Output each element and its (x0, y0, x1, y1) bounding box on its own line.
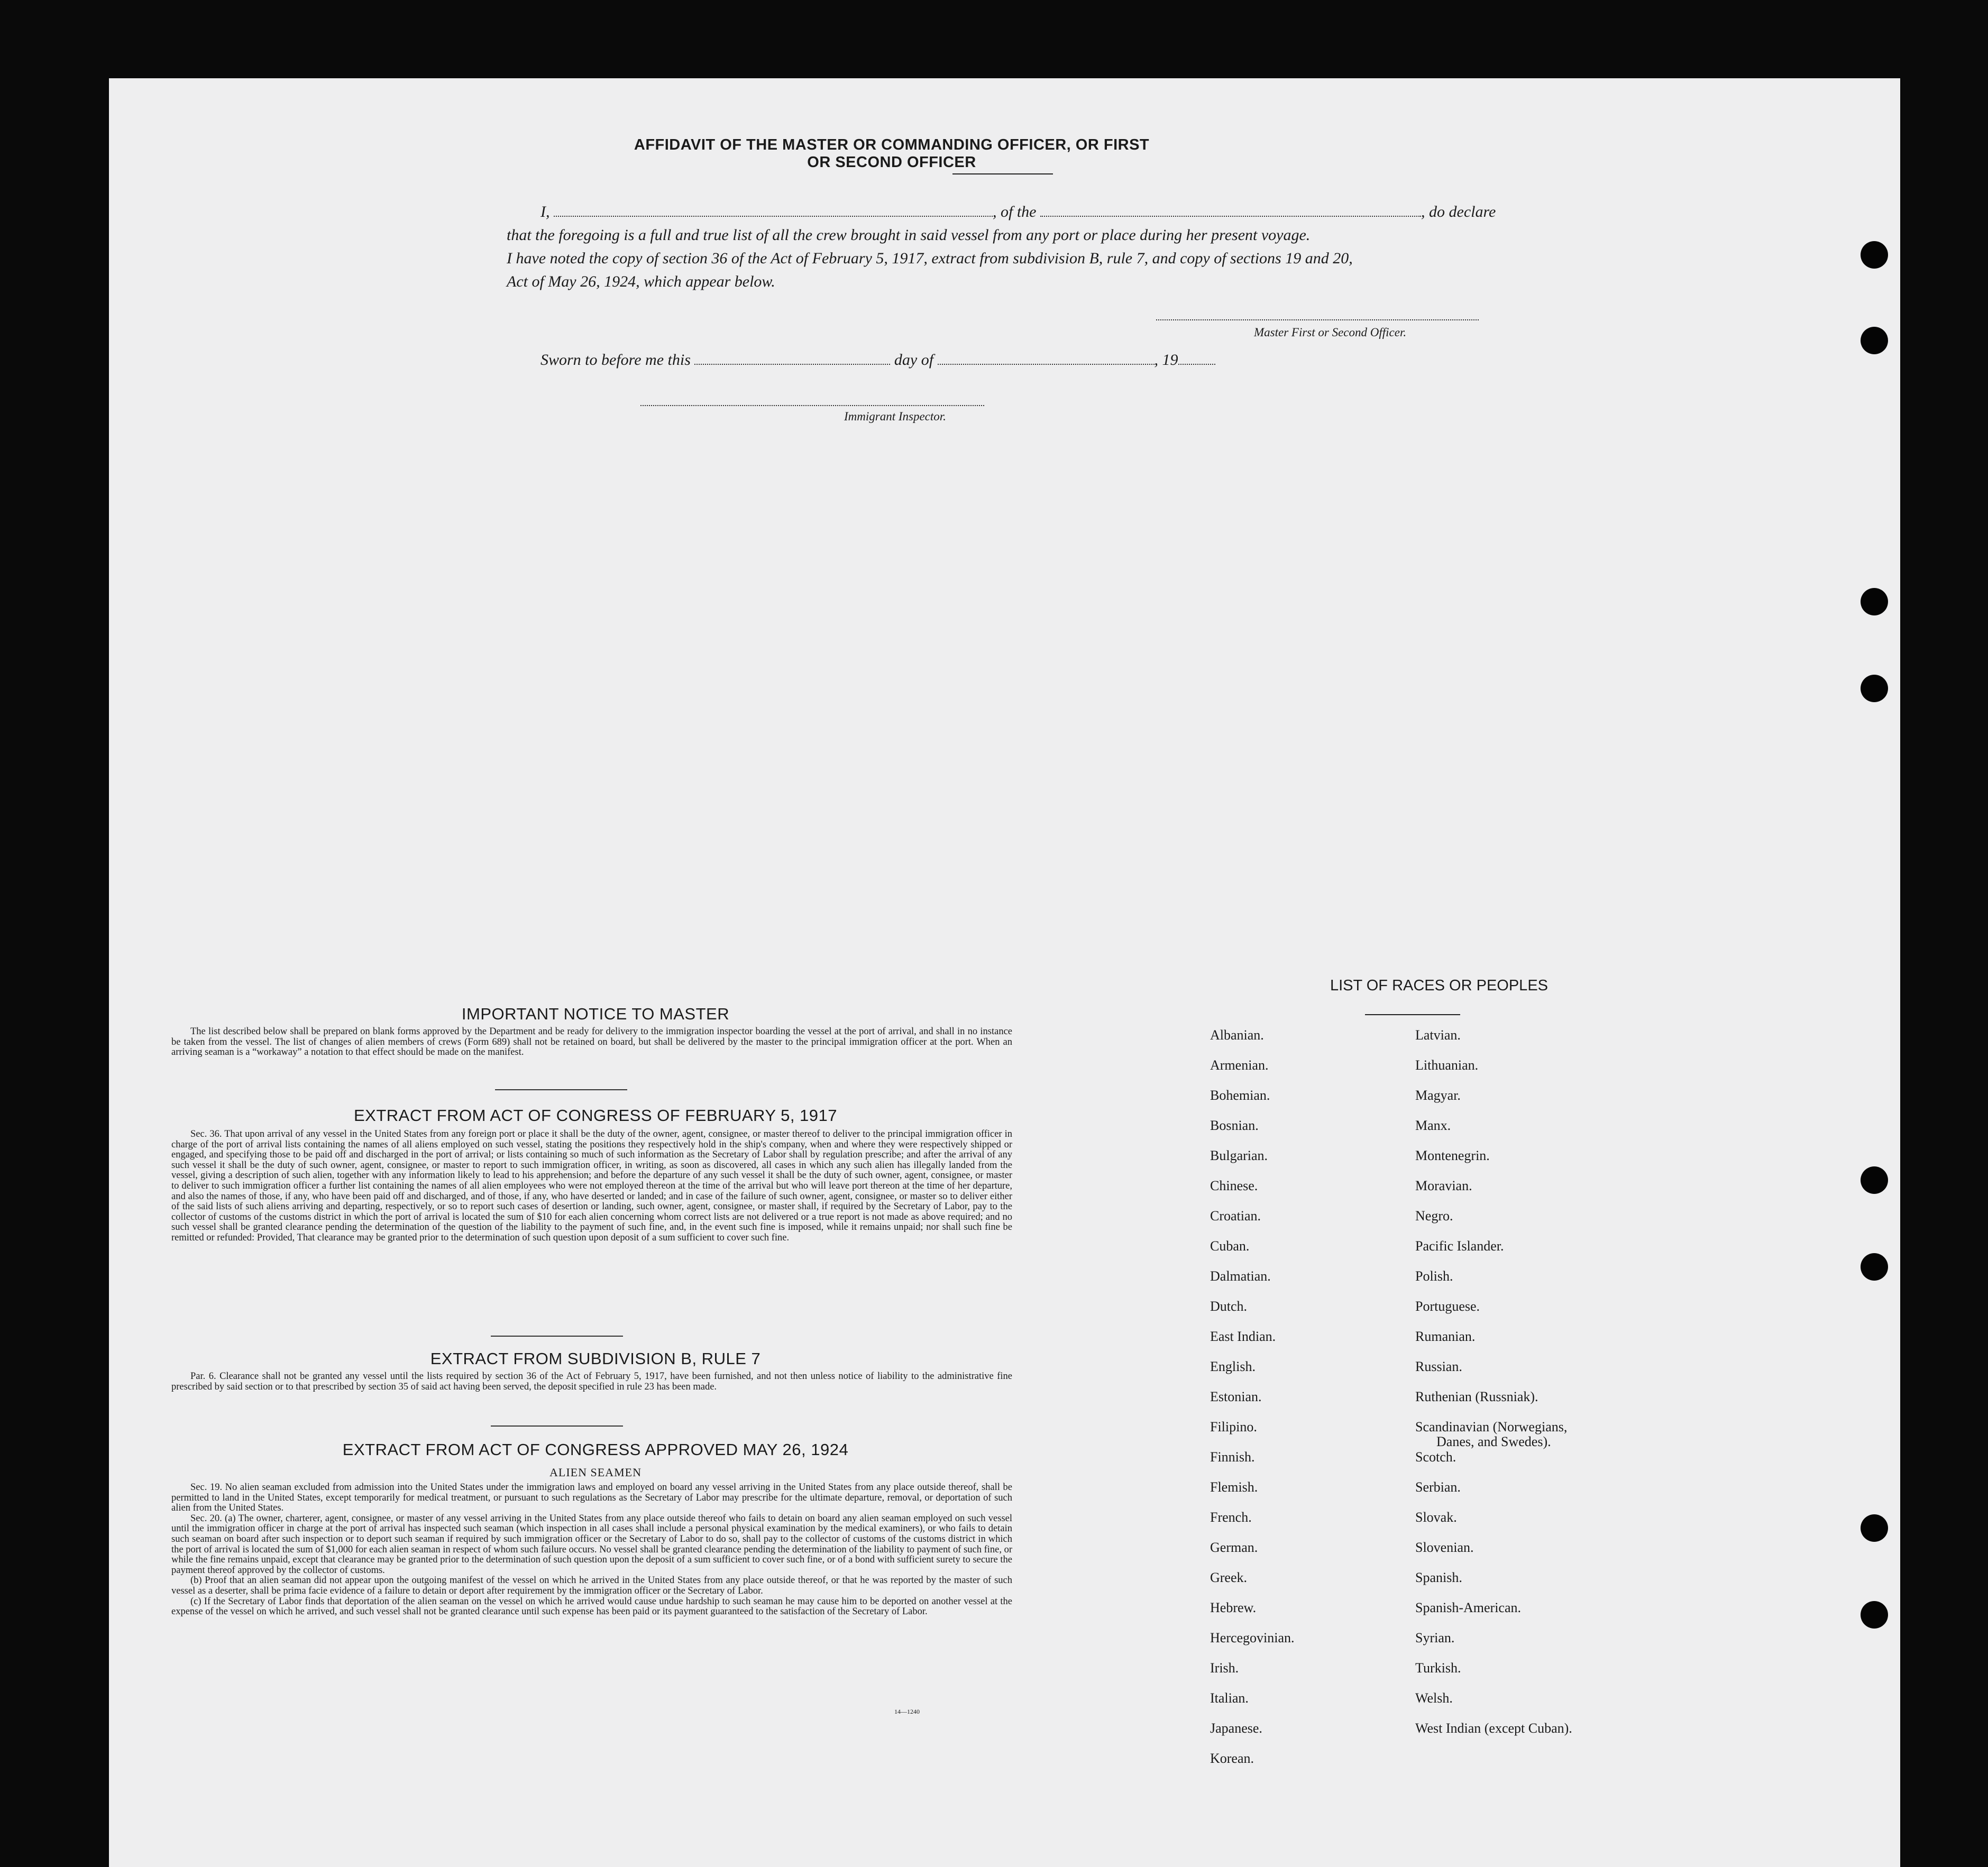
race-item-left: Italian. (1210, 1690, 1249, 1706)
extract-rule7-rule (491, 1425, 623, 1427)
race-item-right: Turkish. (1415, 1660, 1461, 1676)
race-item-left: Bohemian. (1210, 1088, 1270, 1103)
race-item-left: Hebrew. (1210, 1600, 1257, 1615)
race-item-right: Magyar. (1415, 1088, 1461, 1103)
inspector-caption: Immigrant Inspector. (844, 410, 946, 423)
race-item-right: Montenegrin. (1415, 1148, 1490, 1163)
race-item-left: Dalmatian. (1210, 1268, 1271, 1284)
extract-1917-title: EXTRACT FROM ACT OF CONGRESS OF FEBRUARY 5, 1917 (353, 1106, 838, 1125)
race-item-right: Serbian. (1415, 1479, 1461, 1495)
affidavit-of-label: , of the (993, 203, 1037, 220)
sworn-line (540, 351, 1215, 369)
race-item-right: Scotch. (1415, 1449, 1456, 1465)
races-title: LIST OF RACES OR PEOPLES (1330, 977, 1549, 994)
sworn-prefix: Sworn to before me this (540, 351, 691, 369)
extract-1924-subtitle: ALIEN SEAMEN (549, 1466, 642, 1479)
race-item-right: Latvian. (1415, 1027, 1461, 1043)
race-item-left: Flemish. (1210, 1479, 1258, 1495)
race-item-left: Korean. (1210, 1751, 1254, 1766)
extract-1917-rule (491, 1336, 623, 1337)
form-page (109, 78, 1900, 1867)
race-item-right: Pacific Islander. (1415, 1238, 1504, 1254)
section-20c-text: (c) If the Secretary of Labor finds that deportation of the alien seaman on the vessel on which he arrived would cause undue hardship to such seaman he may cause him to be deported on another vessel at the expense of the vessel on which he arrived, and such vessel shall not be granted clearance until such expense has been paid or its payment guaranteed to the satisfaction of the Secretary of Labor. (171, 1596, 1012, 1617)
affidavit-line-1 (540, 203, 1496, 221)
section-19-text: Sec. 19. No alien seaman excluded from admission into the United States under the immigration laws and employed on board any vessel arriving in the United States from any place outside thereof, shall be permitted to land in the United States, except temporarily for medical treatment, or pursuant to such regulations as the Secretary of Labor may prescribe for the ultimate departure, removal, or deportation of such alien from the United States. (171, 1482, 1012, 1514)
race-item-right: Spanish. (1415, 1570, 1462, 1585)
punch-hole-6 (1861, 1253, 1888, 1281)
master-signature-line (1156, 319, 1479, 320)
name-blank (554, 204, 993, 217)
race-item-right: Negro. (1415, 1208, 1453, 1224)
race-item-right: Polish. (1415, 1268, 1453, 1284)
sworn-year-blank (1178, 352, 1215, 365)
punch-hole-4 (1861, 675, 1888, 702)
race-item-right: Rumanian. (1415, 1329, 1476, 1344)
race-item-left: East Indian. (1210, 1329, 1276, 1344)
race-item-right: Russian. (1415, 1359, 1462, 1374)
race-item-left: German. (1210, 1540, 1258, 1555)
race-item-left: Albanian. (1210, 1027, 1264, 1043)
punch-hole-8 (1861, 1601, 1888, 1629)
notice-rule (495, 1089, 627, 1090)
race-item-right: Moravian. (1415, 1178, 1472, 1193)
punch-hole-5 (1861, 1166, 1888, 1194)
section-20a-text: Sec. 20. (a) The owner, charterer, agent, consignee, or master of any vessel arriving in the United States from any place outside thereof who fails to detain on board any alien seaman employed on such vessel until the immigration officer in charge at the port of arrival has inspected such seaman (which inspection in all cases shall include a personal physical examination by the medical examiners), or who fails to detain such seaman on board after such inspection or to deport such seaman if required by such immigration officer or the Secretary of Labor to do so, shall pay to the collector of customs of the customs district in which the port of arrival is located the sum of $1,000 for each alien seaman in respect of whom such failure occurs. No vessel shall be granted clearance pending the determination of the liability to payment of such fine, or while the fine remains unpaid, except that clearance may be granted prior to the determination of such question upon the deposit of a sum sufficient to cover such fine, or of a bond with sufficient surety to secure the payment thereof approved by the collector of customs. (171, 1513, 1012, 1576)
extract-1924-title: EXTRACT FROM ACT OF CONGRESS APPROVED MAY 26, 1924 (342, 1440, 849, 1459)
race-item-left: Hercegovinian. (1210, 1630, 1295, 1645)
sworn-year-label: , 19 (1154, 351, 1178, 369)
affidavit-declare-label: , do declare (1421, 203, 1496, 220)
punch-hole-1 (1861, 241, 1888, 269)
race-item-left: Irish. (1210, 1660, 1239, 1676)
affidavit-title: AFFIDAVIT OF THE MASTER OR COMMANDING OFFICER, OR FIRST OR SECOND OFFICER (634, 136, 1150, 171)
extract-rule7-text: Par. 6. Clearance shall not be granted any vessel until the lists required by section 36 of the Act of February 5, 1917, have been furnished, and not then unless notice of liability to the administrative fine prescribed by said section or to that prescribed by section 35 of said act having been served, the deposit specified in rule 23 has been made. (171, 1371, 1012, 1392)
extract-1924-text (171, 1483, 1012, 1617)
race-item-left: English. (1210, 1359, 1256, 1374)
form-number: 14—1240 (894, 1708, 920, 1715)
race-item-left: Finnish. (1210, 1449, 1255, 1465)
race-item-left: Filipino. (1210, 1419, 1257, 1434)
race-item-right: Welsh. (1415, 1690, 1453, 1706)
affidavit-i-label: I, (540, 203, 550, 220)
race-item-right: Spanish-American. (1415, 1600, 1522, 1615)
race-item-left: Japanese. (1210, 1721, 1262, 1736)
sworn-month-blank (938, 352, 1155, 365)
title-rule (952, 173, 1053, 174)
race-item-right: Manx. (1415, 1118, 1451, 1133)
race-item-right: West Indian (except Cuban). (1415, 1721, 1572, 1736)
master-caption: Master First or Second Officer. (1254, 326, 1407, 339)
affidavit-line-3: I have noted the copy of section 36 of the Act of February 5, 1917, extract from subdivision B, rule 7, and copy of sections 19 and 20, (507, 250, 1353, 267)
extract-1917-text: Sec. 36. That upon arrival of any vessel in the United States from any foreign port or place it shall be the duty of the owner, agent, consignee, or master thereof to deliver to the principal immigration officer in charge of the port of arrival lists containing the names of all aliens employed on such vessel, stating the positions they respectively hold in the ship's company, when and where they were respectively shipped or engaged, and specifying those to be paid off and discharged in the port of arrival; or lists containing so much of such information as the Secretary of Labor shall by regulation prescribe; and after the arrival of any such vessel it shall be the duty of such owner, agent, consignee, or master to report to such immigration officer, in writing, as soon as discovered, all cases in which any such alien has illegally landed from the vessel, giving a description of such alien, together with any information likely to lead to his apprehension; and before the departure of any such vessel it shall be the duty of such owner, agent, consignee, or master to deliver to such immigration officer a further list containing the names of all alien employees who were not employed thereon at the time of the arrival but who will leave port thereon at the time of her departure, and also the names of those, if any, who have been paid off and discharged, and of those, if any, who have deserted or landed; and in case of the failure of such owner, agent, consignee, or master so to deliver either of the said lists of such aliens arriving and departing, respectively, or so to report such cases of desertion or landing, such owner, agent, consignee, or master shall, if required by the Secretary of Labor, pay to the collector of customs of the customs district in which the port of arrival is located the sum of $10 for each alien concerning whom correct lists are not delivered or a true report is not made as above required; and no such vessel shall be granted clearance pending the determination of the question of the liability to the payment of such fine, and, in the event such fine is imposed, while it remains unpaid; nor shall such fine be remitted or refunded: Provided, That clearance may be granted prior to the determination of such question upon deposit of a sum sufficient to cover such fine. (171, 1129, 1012, 1243)
affidavit-line-2: that the foregoing is a full and true list of all the crew brought in said vessel from any port or place during her present voyage. (507, 226, 1311, 244)
race-item-left: Greek. (1210, 1570, 1248, 1585)
race-item-left: Estonian. (1210, 1389, 1262, 1404)
race-item-left: Dutch. (1210, 1299, 1248, 1314)
sworn-day-blank (694, 352, 890, 365)
punch-hole-3 (1861, 588, 1888, 615)
race-item-left: French. (1210, 1510, 1252, 1525)
extract-rule7-title: EXTRACT FROM SUBDIVISION B, RULE 7 (430, 1349, 761, 1368)
inspector-signature-line (640, 405, 984, 406)
race-item-right: Danes, and Swedes). (1436, 1434, 1551, 1449)
race-item-right: Ruthenian (Russniak). (1415, 1389, 1538, 1404)
notice-title: IMPORTANT NOTICE TO MASTER (461, 1005, 730, 1023)
race-item-right: Slovak. (1415, 1510, 1457, 1525)
sworn-day-label: day of (894, 351, 934, 369)
race-item-left: Cuban. (1210, 1238, 1250, 1254)
notice-text: The list described below shall be prepared on blank forms approved by the Department and be ready for delivery to the immigration inspector boarding the vessel at the port of arrival, and shall in no instance be taken from the vessel. The list of changes of alien members of crews (Form 689) shall not be retained on board, but shall be delivered by the master to the principal immigration officer at the port. When an arriving seaman is a “workaway” a notation to that effect should be made on the manifest. (171, 1026, 1012, 1058)
punch-hole-7 (1861, 1514, 1888, 1542)
race-item-right: Syrian. (1415, 1630, 1455, 1645)
punch-hole-2 (1861, 327, 1888, 354)
race-item-left: Bosnian. (1210, 1118, 1259, 1133)
race-item-right: Portuguese. (1415, 1299, 1480, 1314)
race-item-right: Scandinavian (Norwegians, (1415, 1419, 1568, 1434)
race-item-left: Chinese. (1210, 1178, 1258, 1193)
races-title-rule (1365, 1014, 1460, 1015)
race-item-left: Croatian. (1210, 1208, 1261, 1224)
affidavit-line-4: Act of May 26, 1924, which appear below. (507, 273, 775, 290)
race-item-right: Slovenian. (1415, 1540, 1474, 1555)
race-item-left: Bulgarian. (1210, 1148, 1268, 1163)
race-item-left: Armenian. (1210, 1057, 1269, 1073)
section-20b-text: (b) Proof that an alien seaman did not appear upon the outgoing manifest of the vessel on which he arrived in the United States from any place outside thereof, or that he was reported by the master of such vessel as a deserter, shall be prima facie evidence of a failure to detain or deport after requirement by the immigration officer or the Secretary of Labor. (171, 1575, 1012, 1596)
race-item-right: Lithuanian. (1415, 1057, 1479, 1073)
vessel-blank (1040, 204, 1421, 217)
